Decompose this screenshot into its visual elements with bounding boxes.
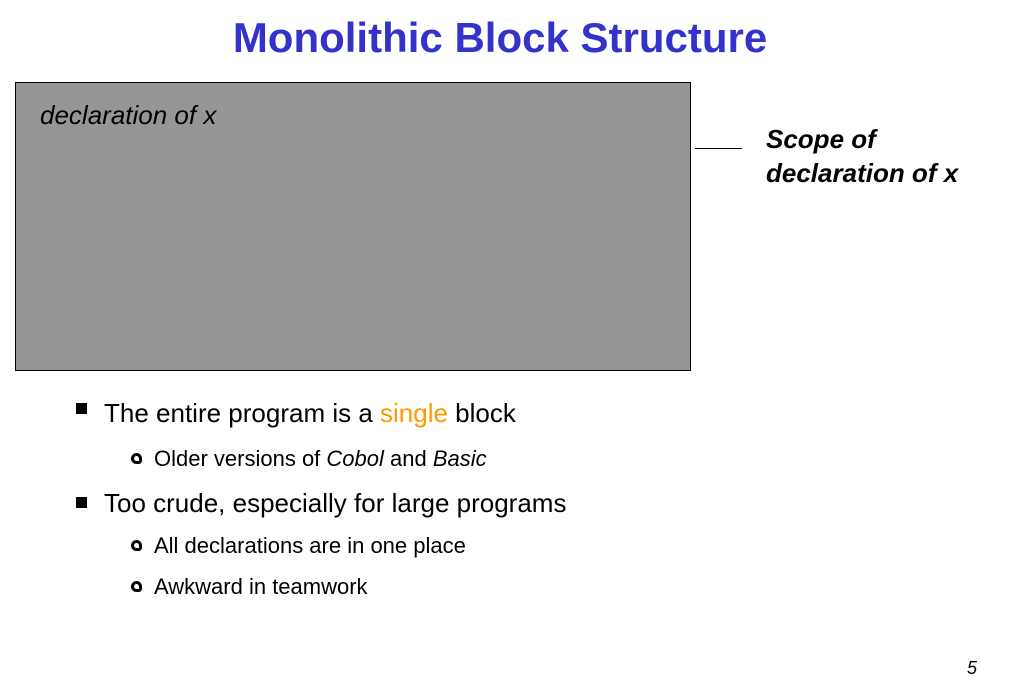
bullet-single-block — [104, 397, 516, 429]
scope-label-line-2: declaration of x — [766, 158, 959, 188]
language-name: Cobol — [326, 446, 384, 471]
scope-leader-line — [695, 148, 742, 149]
scope-label — [766, 122, 958, 190]
bullet-too-crude: Too crude, especially for large programs — [104, 488, 567, 518]
hollow-bullet-icon — [131, 581, 142, 592]
bullet-text: block — [447, 398, 516, 428]
subbullet-declarations-one-place: All declarations are in one place — [154, 533, 466, 558]
program-block — [15, 82, 691, 371]
page-number: 5 — [966, 658, 977, 678]
bullet-text: and — [383, 446, 433, 471]
bullet-text: The entire program is a — [104, 398, 381, 428]
subbullet-older-versions — [154, 445, 487, 473]
subbullet-awkward-teamwork: Awkward in teamwork — [154, 574, 368, 599]
square-bullet-icon — [76, 403, 87, 414]
block-declaration-label: declaration of x — [40, 100, 217, 130]
language-name: Basic — [432, 446, 487, 471]
hollow-bullet-icon — [131, 453, 142, 464]
hollow-bullet-icon — [131, 540, 142, 551]
highlight-word: single — [380, 398, 448, 428]
scope-label-line-1: Scope of — [766, 124, 876, 154]
square-bullet-icon — [76, 497, 87, 508]
slide-title: Monolithic Block Structure — [232, 14, 768, 61]
bullet-text: Older versions of — [154, 446, 327, 471]
